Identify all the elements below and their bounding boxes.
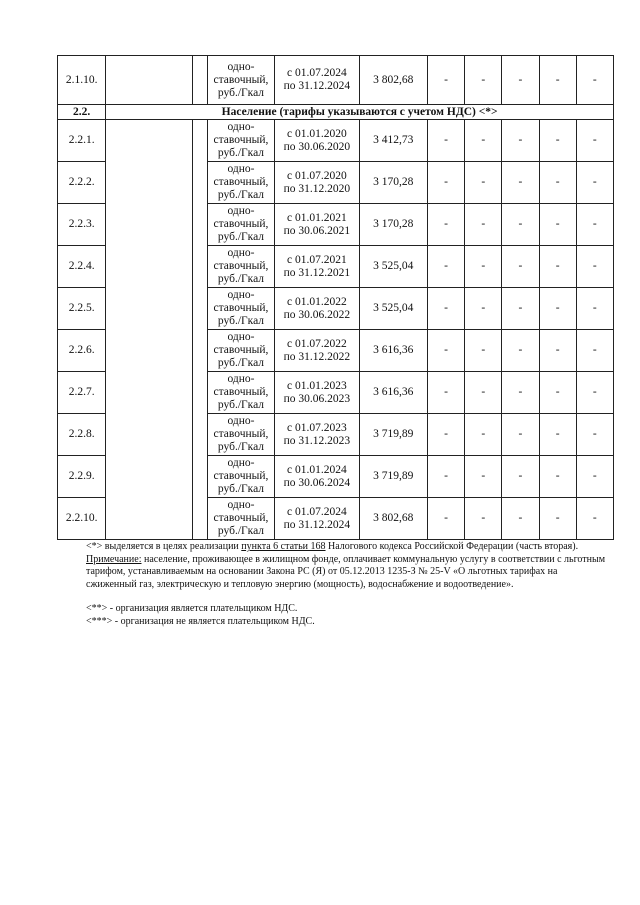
dash-cell: - <box>465 372 502 414</box>
tariff-value: 3 719,89 <box>359 414 427 456</box>
dash-cell: - <box>539 246 576 288</box>
period-cell <box>275 56 359 105</box>
dash-cell: - <box>576 162 613 204</box>
footnote-vat <box>86 541 606 554</box>
unit-cell: одно-ставочный, руб./Гкал <box>207 120 274 162</box>
dash-cell: - <box>427 162 464 204</box>
dash-cell: - <box>539 456 576 498</box>
row-number: 2.2.3. <box>58 204 106 246</box>
footnote-text: Налогового кодекса Российской Федерации (часть вторая). <box>325 541 579 552</box>
dash-cell: - <box>465 204 502 246</box>
row-number: 2.2.4. <box>58 246 106 288</box>
dash-cell: - <box>539 120 576 162</box>
tariff-value: 3 802,68 <box>359 56 427 105</box>
dash-cell: - <box>502 162 539 204</box>
dash-cell: - <box>576 120 613 162</box>
dash-cell: - <box>539 498 576 540</box>
dash-cell: - <box>539 56 576 105</box>
dash-cell: - <box>465 56 502 105</box>
period-from: с 01.07.2021 <box>287 253 347 266</box>
row-number: 2.2.7. <box>58 372 106 414</box>
dash-cell: - <box>576 414 613 456</box>
dash-cell: - <box>576 288 613 330</box>
dash-cell: - <box>427 120 464 162</box>
period-to: по 31.12.2024 <box>283 80 351 92</box>
period-cell <box>275 372 359 414</box>
remark <box>86 554 606 592</box>
dash-cell: - <box>576 204 613 246</box>
tariff-value: 3 616,36 <box>359 330 427 372</box>
period-cell <box>275 246 359 288</box>
period-to: по 30.06.2023 <box>283 392 351 405</box>
dash-cell: - <box>502 246 539 288</box>
period-cell <box>275 120 359 162</box>
footnote-payer: <**> - организация является плательщиком НДС. <box>86 603 298 614</box>
dash-cell: - <box>465 246 502 288</box>
tariff-value: 3 170,28 <box>359 162 427 204</box>
row-number: 2.2.5. <box>58 288 106 330</box>
dash-cell: - <box>427 288 464 330</box>
period-to: по 30.06.2020 <box>283 140 351 153</box>
section-title: Население (тарифы указываются с учетом НДС) <*> <box>106 105 614 120</box>
unit-cell: одно-ставочный, руб./Гкал <box>207 204 274 246</box>
row-number: 2.2.8. <box>58 414 106 456</box>
unit-cell: одно-ставочный, руб./Гкал <box>207 246 274 288</box>
dash-cell: - <box>427 456 464 498</box>
dash-cell: - <box>502 204 539 246</box>
tax-code-link: пункта 6 статьи 168 <box>241 541 326 552</box>
dash-cell: - <box>576 330 613 372</box>
dash-cell: - <box>576 498 613 540</box>
period-cell <box>275 204 359 246</box>
period-to: по 31.12.2023 <box>283 434 351 447</box>
unit-cell: одно-ставочный, руб./Гкал <box>207 288 274 330</box>
empty-cell <box>106 120 192 540</box>
period-from: с 01.07.2024 <box>287 67 347 79</box>
row-number: 2.2.1. <box>58 120 106 162</box>
period-from: с 01.01.2021 <box>287 211 347 224</box>
row-number: 2.2.6. <box>58 330 106 372</box>
period-to: по 31.12.2024 <box>283 518 351 531</box>
period-to: по 30.06.2022 <box>283 308 351 321</box>
row-number: 2.2.9. <box>58 456 106 498</box>
period-from: с 01.01.2022 <box>287 295 347 308</box>
period-to: по 30.06.2021 <box>283 224 351 237</box>
dash-cell: - <box>539 330 576 372</box>
period-to: по 30.06.2024 <box>283 476 351 489</box>
dash-cell: - <box>465 456 502 498</box>
row-number: 2.2.2. <box>58 162 106 204</box>
period-cell <box>275 498 359 540</box>
section-row <box>58 105 614 120</box>
tariff-table <box>57 55 614 540</box>
dash-cell: - <box>502 120 539 162</box>
tariff-value: 3 616,36 <box>359 372 427 414</box>
dash-cell: - <box>576 456 613 498</box>
period-cell <box>275 330 359 372</box>
dash-cell: - <box>427 56 464 105</box>
period-to: по 31.12.2021 <box>283 266 351 279</box>
period-to: по 31.12.2020 <box>283 182 351 195</box>
unit-cell: одно-ставочный, руб./Гкал <box>207 56 274 105</box>
dash-cell: - <box>427 204 464 246</box>
dash-cell: - <box>502 372 539 414</box>
period-cell <box>275 414 359 456</box>
dash-cell: - <box>502 414 539 456</box>
period-from: с 01.01.2024 <box>287 463 347 476</box>
tariff-value: 3 170,28 <box>359 204 427 246</box>
table-row <box>58 120 614 162</box>
dash-cell: - <box>465 414 502 456</box>
dash-cell: - <box>539 372 576 414</box>
period-to: по 31.12.2022 <box>283 350 351 363</box>
empty-cell <box>106 56 192 105</box>
tariff-value: 3 719,89 <box>359 456 427 498</box>
period-cell <box>275 456 359 498</box>
dash-cell: - <box>427 498 464 540</box>
unit-cell: одно-ставочный, руб./Гкал <box>207 414 274 456</box>
dash-cell: - <box>576 246 613 288</box>
row-number: 2.2.10. <box>58 498 106 540</box>
period-cell <box>275 288 359 330</box>
tariff-value: 3 802,68 <box>359 498 427 540</box>
dash-cell: - <box>502 288 539 330</box>
unit-cell: одно-ставочный, руб./Гкал <box>207 372 274 414</box>
footnote-nonpayer: <***> - организация не является плательщиком НДС. <box>86 615 315 627</box>
row-number: 2.1.10. <box>58 56 106 105</box>
tariff-value: 3 525,04 <box>359 246 427 288</box>
period-from: с 01.07.2022 <box>287 337 347 350</box>
unit-cell: одно-ставочный, руб./Гкал <box>207 456 274 498</box>
empty-cell <box>192 120 207 540</box>
dash-cell: - <box>465 498 502 540</box>
dash-cell: - <box>427 372 464 414</box>
dash-cell: - <box>576 372 613 414</box>
dash-cell: - <box>502 456 539 498</box>
dash-cell: - <box>576 56 613 105</box>
dash-cell: - <box>539 288 576 330</box>
unit-cell: одно-ставочный, руб./Гкал <box>207 330 274 372</box>
remark-text: население, проживающее в жилищном фонде, оплачивает коммунальную услугу в соответствии с льготным тарифом, устанавливаемым на основании Закона РС (Я) от 05.12.2013 1235-З № 25-V «О льготных тарифах на сжиженный газ, электрическую и тепловую энергию (мощность), водоснабжение и водоотведение». <box>86 553 606 590</box>
dash-cell: - <box>427 330 464 372</box>
tariff-value: 3 525,04 <box>359 288 427 330</box>
unit-cell: одно-ставочный, руб./Гкал <box>207 498 274 540</box>
dash-cell: - <box>465 330 502 372</box>
tariff-value: 3 412,73 <box>359 120 427 162</box>
unit-cell: одно-ставочный, руб./Гкал <box>207 162 274 204</box>
dash-cell: - <box>465 162 502 204</box>
dash-cell: - <box>539 414 576 456</box>
dash-cell: - <box>465 288 502 330</box>
table-row <box>58 56 614 105</box>
remark-label: Примечание: <box>86 553 142 565</box>
dash-cell: - <box>539 162 576 204</box>
dash-cell: - <box>427 414 464 456</box>
period-from: с 01.07.2023 <box>287 421 347 434</box>
period-from: с 01.07.2020 <box>287 169 347 182</box>
dash-cell: - <box>502 56 539 105</box>
notes-block <box>86 541 606 628</box>
period-from: с 01.07.2024 <box>287 505 347 518</box>
dash-cell: - <box>502 498 539 540</box>
period-cell <box>275 162 359 204</box>
empty-cell <box>192 56 207 105</box>
section-number: 2.2. <box>58 105 106 120</box>
period-from: с 01.01.2023 <box>287 379 347 392</box>
dash-cell: - <box>502 330 539 372</box>
dash-cell: - <box>539 204 576 246</box>
footnote-text: <*> выделяется в целях реализации <box>86 541 242 552</box>
dash-cell: - <box>427 246 464 288</box>
dash-cell: - <box>465 120 502 162</box>
period-from: с 01.01.2020 <box>287 127 347 140</box>
